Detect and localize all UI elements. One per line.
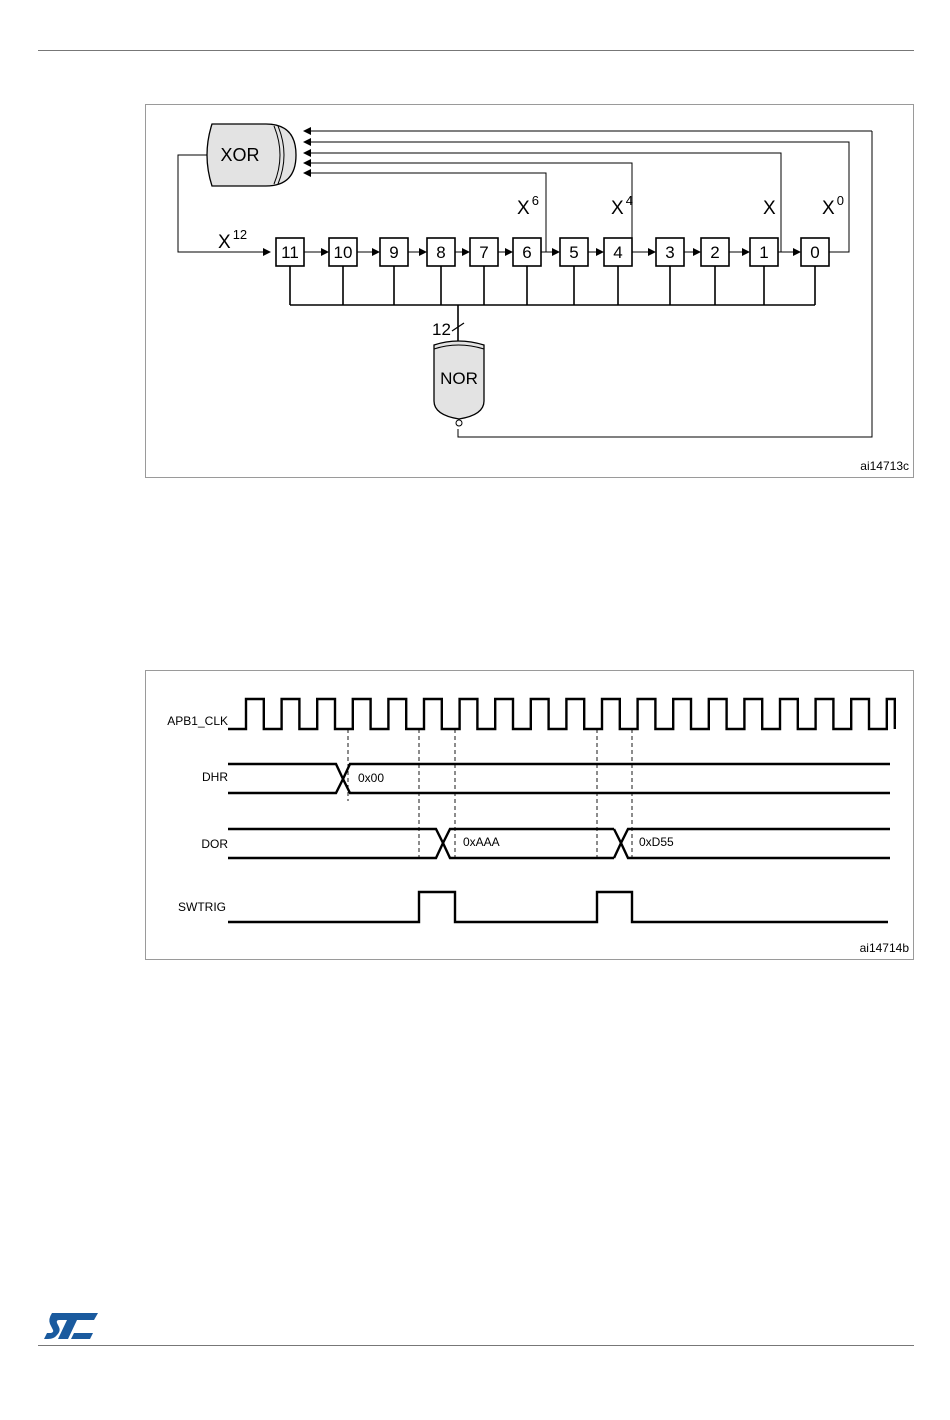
register-label: 3 bbox=[665, 243, 675, 262]
tap-x4-label: X $^4$ bbox=[611, 193, 633, 219]
dhr-waveform bbox=[228, 764, 890, 793]
figure-id: ai14713c bbox=[860, 459, 909, 473]
register-label: 5 bbox=[569, 243, 579, 262]
xor-label: XOR bbox=[220, 145, 260, 165]
tap-x0-label: X $^0$ bbox=[822, 193, 844, 219]
register-label: 10 bbox=[333, 243, 353, 262]
register-box bbox=[427, 238, 455, 266]
register-bus bbox=[290, 266, 815, 305]
register-box bbox=[801, 238, 829, 266]
register-label: 8 bbox=[436, 243, 446, 262]
register-box bbox=[380, 238, 408, 266]
dor-label: DOR bbox=[201, 837, 228, 851]
xor-gate bbox=[207, 124, 296, 186]
register-label: 0 bbox=[810, 243, 820, 262]
clock-waveform bbox=[228, 699, 895, 729]
apb1-clk-label: APB1_CLK bbox=[167, 714, 228, 728]
swtrig-label: SWTRIG bbox=[178, 900, 226, 914]
register-label: 9 bbox=[389, 243, 399, 262]
lfsr-diagram bbox=[146, 105, 915, 479]
timing-diagram-figure bbox=[145, 670, 914, 960]
register-label: 7 bbox=[479, 243, 489, 262]
tap-x-label: X bbox=[763, 198, 776, 219]
bus-width-label: 12 bbox=[432, 320, 451, 339]
nor-gate bbox=[434, 341, 484, 426]
register-label: 2 bbox=[710, 243, 720, 262]
register-box bbox=[604, 238, 632, 266]
header-rule bbox=[38, 50, 914, 51]
register-box bbox=[701, 238, 729, 266]
register-label: 4 bbox=[613, 243, 623, 262]
figure-id: ai14714b bbox=[859, 941, 909, 955]
register-box bbox=[656, 238, 684, 266]
tap-x6-label: X $^6$ bbox=[517, 193, 539, 219]
dor-value-1: 0xAAA bbox=[463, 835, 500, 849]
dhr-value: 0x00 bbox=[358, 771, 385, 785]
swtrig-waveform bbox=[228, 892, 888, 922]
register-label: 11 bbox=[281, 243, 299, 262]
lfsr-diagram-figure bbox=[145, 104, 914, 478]
register-box bbox=[470, 238, 498, 266]
register-box bbox=[276, 238, 304, 266]
tap-x12-label: X $^{12}$ bbox=[218, 227, 248, 253]
timing-diagram bbox=[146, 671, 915, 961]
register-box bbox=[560, 238, 588, 266]
dor-value-2: 0xD55 bbox=[639, 835, 674, 849]
dhr-label: DHR bbox=[202, 770, 228, 784]
footer-rule bbox=[38, 1345, 914, 1346]
dor-waveform bbox=[228, 829, 890, 858]
register-label: 6 bbox=[522, 243, 532, 262]
register-box bbox=[329, 238, 357, 266]
register-label: 1 bbox=[759, 243, 769, 262]
st-logo-icon bbox=[44, 1311, 100, 1341]
register-box bbox=[513, 238, 541, 266]
nor-label: NOR bbox=[440, 369, 478, 388]
register-box bbox=[750, 238, 778, 266]
